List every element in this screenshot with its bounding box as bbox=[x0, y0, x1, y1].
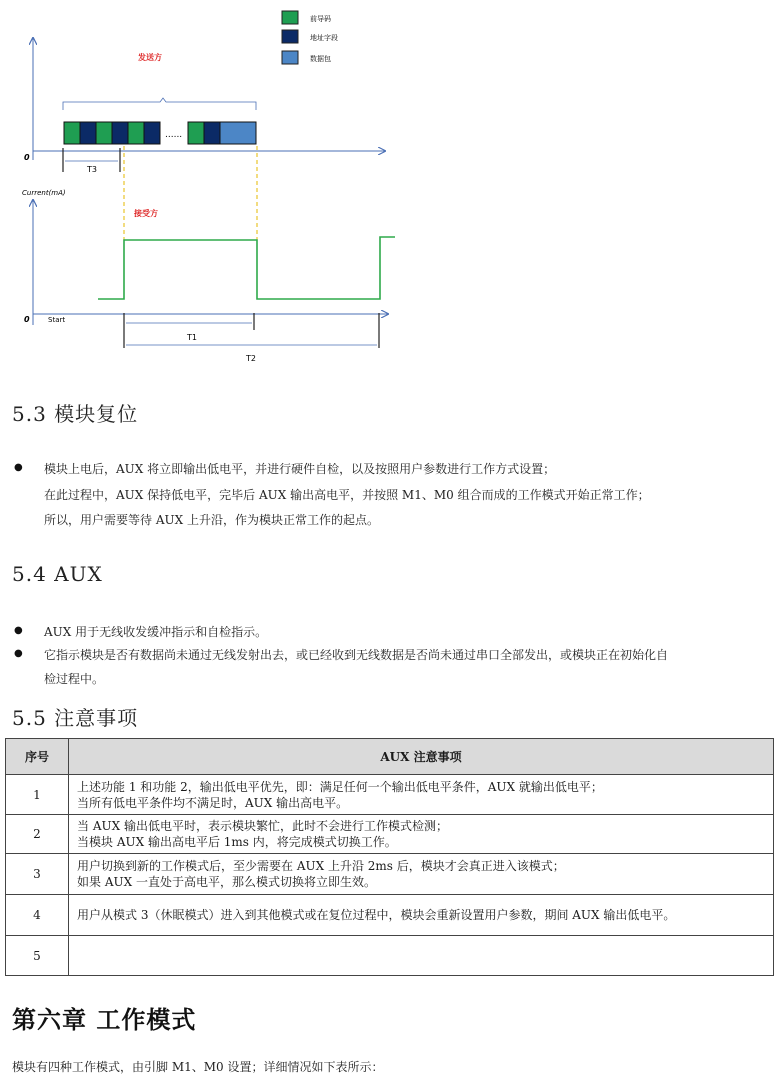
table-header-row bbox=[6, 739, 774, 775]
chapter-6-intro: 模块有四种工作模式，由引脚 M1、M0 设置；详细情况如下表所示： bbox=[12, 1060, 384, 1074]
row-index: 1 bbox=[6, 775, 69, 815]
row-index: 5 bbox=[6, 936, 69, 976]
section-5-4-bullet-2: ● bbox=[14, 648, 23, 659]
legend-preamble-label: 前导码 bbox=[310, 15, 331, 23]
row-index: 3 bbox=[6, 854, 69, 895]
section-5-4-item-1: AUX 用于无线收发缓冲指示和自检指示。 bbox=[44, 625, 268, 639]
packet-brace bbox=[63, 98, 256, 110]
section-5-3-line-2: 在此过程中，AUX 保持低电平，完毕后 AUX 输出高电平，并按照 M1、M0 组合而成的工作模式开始正常工作； bbox=[44, 488, 650, 502]
table-row bbox=[6, 854, 774, 895]
start-label: Start bbox=[48, 316, 66, 324]
header-index: 序号 bbox=[6, 739, 69, 775]
legend-data-label: 数据包 bbox=[310, 55, 331, 63]
legend-data-swatch bbox=[282, 51, 298, 64]
bottom-origin: 0 bbox=[24, 315, 30, 324]
row-text: 用户切换到新的工作模式后，至少需要在 AUX 上升沿 2ms 后，模块才会真正进入该模式； 如果 AUX 一直处于高电平，那么模式切换将立即生效。 bbox=[69, 854, 774, 895]
header-notes: AUX 注意事项 bbox=[69, 739, 774, 775]
table-row bbox=[6, 895, 774, 936]
row-index: 2 bbox=[6, 815, 69, 854]
section-5-3-line-1: 模块上电后，AUX 将立即输出低电平，并进行硬件自检，以及按照用户参数进行工作方式设置； bbox=[44, 462, 556, 476]
legend-address-swatch bbox=[282, 30, 298, 43]
legend-address-label: 地址字段 bbox=[310, 34, 338, 42]
packet-blocks bbox=[64, 122, 256, 144]
aux-waveform bbox=[98, 237, 395, 299]
row-text bbox=[69, 936, 774, 976]
row-index: 4 bbox=[6, 895, 69, 936]
row-text: 用户从模式 3（休眠模式）进入到其他模式或在复位过程中，模块会重新设置用户参数，期间 AUX 输出低电平。 bbox=[69, 895, 774, 936]
y-axis-label: Current(mA) bbox=[22, 189, 66, 197]
top-origin: 0 bbox=[24, 153, 30, 162]
receiver-label: 接受方 bbox=[134, 209, 158, 218]
section-5-4-bullet-1: ● bbox=[14, 625, 23, 636]
section-5-5-title: 5.5 注意事项 bbox=[12, 706, 139, 730]
t3-label: T3 bbox=[87, 165, 97, 174]
section-5-3-bullet: ● bbox=[14, 462, 23, 473]
t1-label: T1 bbox=[187, 333, 197, 342]
section-5-4-item-2-line-2: 检过程中。 bbox=[44, 672, 105, 686]
table-row bbox=[6, 775, 774, 815]
section-5-3-line-3: 所以，用户需要等待 AUX 上升沿，作为模块正常工作的起点。 bbox=[44, 513, 379, 527]
chapter-6-title: 第六章 工作模式 bbox=[12, 1005, 197, 1034]
row-text: 当 AUX 输出低电平时，表示模块繁忙，此时不会进行工作模式检测； 当模块 AUX 输出高电平后 1ms 内，将完成模式切换工作。 bbox=[69, 815, 774, 854]
legend-preamble-swatch bbox=[282, 11, 298, 24]
aux-notes-table bbox=[5, 738, 774, 976]
row-text: 上述功能 1 和功能 2，输出低电平优先，即：满足任何一个输出低电平条件，AUX 就输出低电平； 当所有低电平条件均不满足时，AUX 输出高电平。 bbox=[69, 775, 774, 815]
aux-timing-diagram bbox=[0, 0, 420, 370]
table-row bbox=[6, 815, 774, 854]
section-5-4-title: 5.4 AUX bbox=[12, 562, 103, 586]
table-row bbox=[6, 936, 774, 976]
section-5-3-title: 5.3 模块复位 bbox=[12, 402, 139, 426]
sender-label: 发送方 bbox=[138, 53, 162, 62]
section-5-4-item-2-line-1: 它指示模块是否有数据尚未通过无线发射出去，或已经收到无线数据是否尚未通过串口全部发出，或模块正在初始化自 bbox=[44, 648, 669, 662]
t2-label: T2 bbox=[246, 354, 256, 363]
packet-ellipsis: ...... bbox=[165, 130, 183, 140]
